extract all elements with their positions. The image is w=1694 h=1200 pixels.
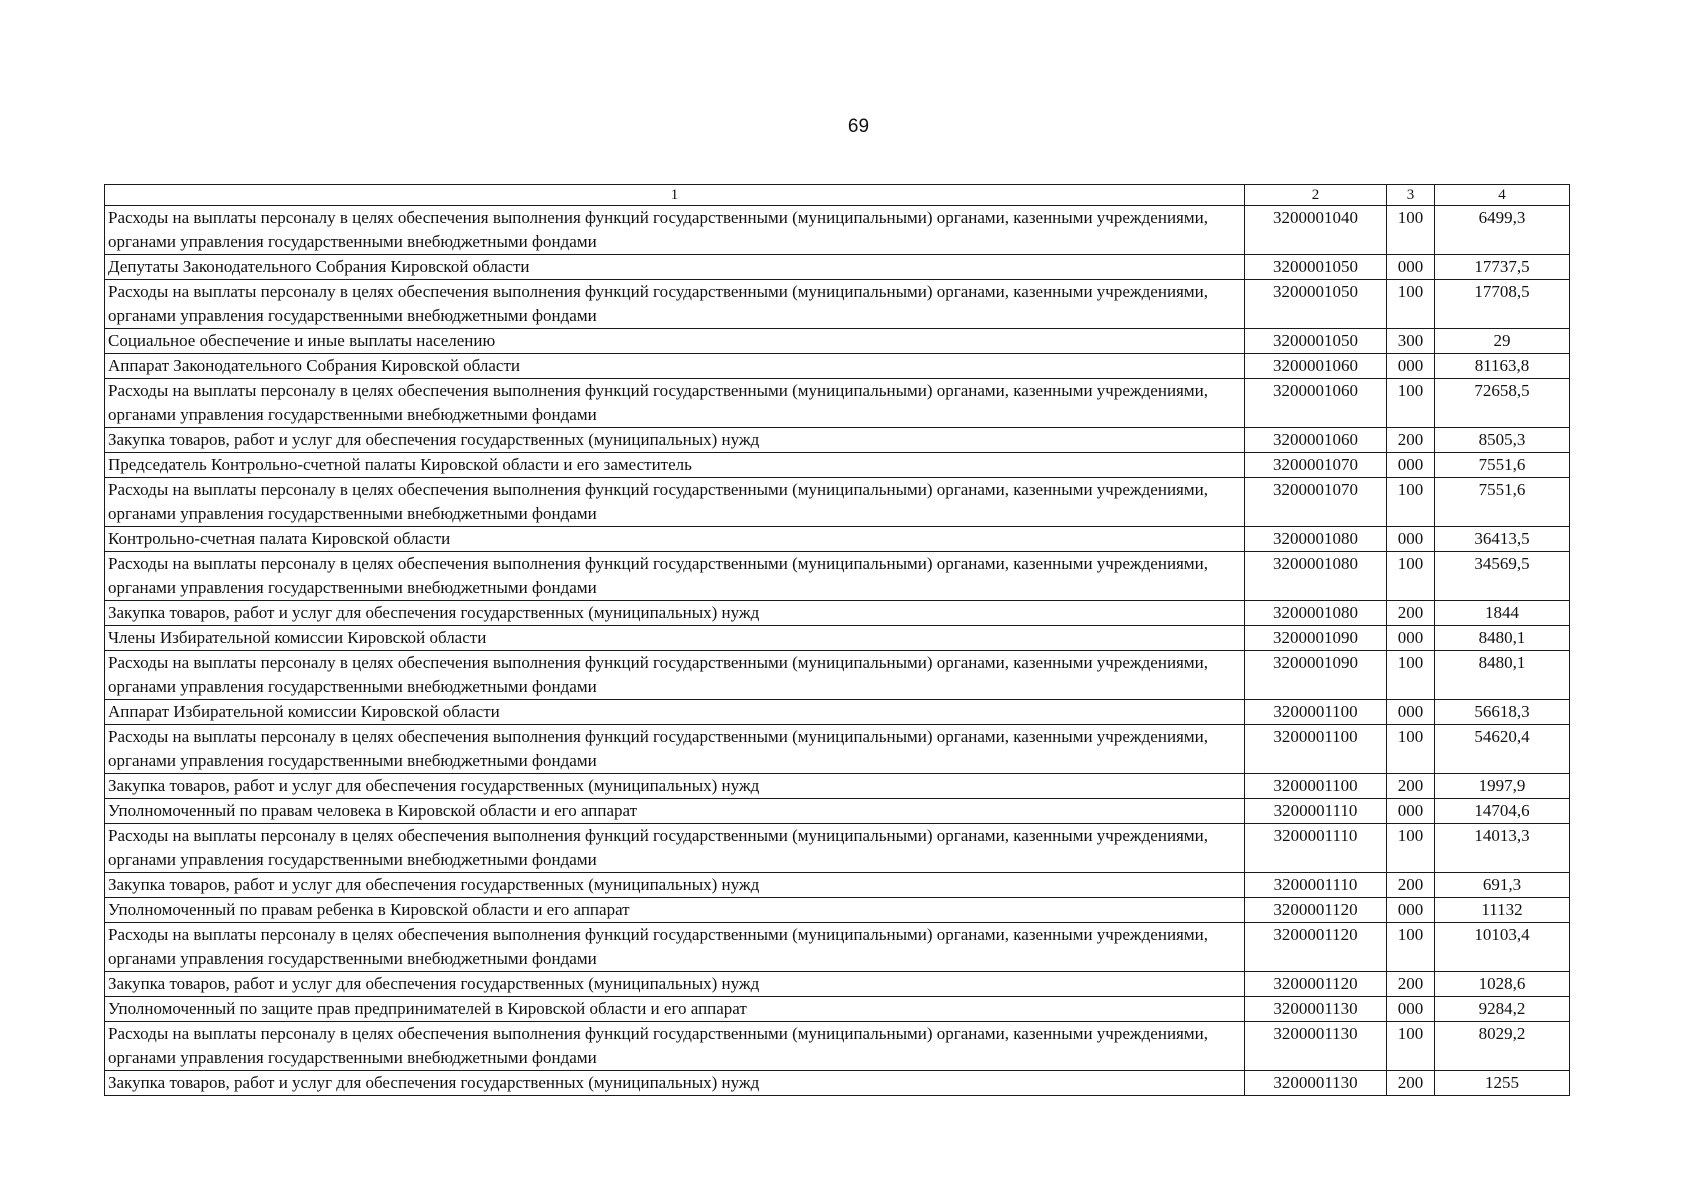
cell-code: 3200001120 (1245, 898, 1387, 923)
cell-sum: 8480,1 (1435, 651, 1570, 700)
cell-code: 3200001070 (1245, 478, 1387, 527)
cell-name: Расходы на выплаты персоналу в целях обеспечения выполнения функций государственными (муниципальными) органами, казенными учреждениями, органами управления государственными внебюджетными фондами (105, 552, 1245, 601)
table-body (105, 206, 1570, 1096)
table-row (105, 651, 1570, 700)
cell-name: Расходы на выплаты персоналу в целях обеспечения выполнения функций государственными (муниципальными) органами, казенными учреждениями, органами управления государственными внебюджетными фондами (105, 824, 1245, 873)
table-header (105, 185, 1570, 206)
cell-code: 3200001100 (1245, 700, 1387, 725)
cell-code: 3200001130 (1245, 1022, 1387, 1071)
cell-kind: 100 (1387, 725, 1435, 774)
cell-kind: 200 (1387, 1071, 1435, 1096)
cell-sum: 29 (1435, 329, 1570, 354)
cell-name: Уполномоченный по правам ребенка в Кировской области и его аппарат (105, 898, 1245, 923)
header-col-3: 3 (1387, 185, 1435, 206)
cell-name: Закупка товаров, работ и услуг для обеспечения государственных (муниципальных) нужд (105, 428, 1245, 453)
cell-sum: 81163,8 (1435, 354, 1570, 379)
cell-name: Расходы на выплаты персоналу в целях обеспечения выполнения функций государственными (муниципальными) органами, казенными учреждениями, органами управления государственными внебюджетными фондами (105, 478, 1245, 527)
header-col-1: 1 (105, 185, 1245, 206)
table-row (105, 552, 1570, 601)
cell-name: Закупка товаров, работ и услуг для обеспечения государственных (муниципальных) нужд (105, 601, 1245, 626)
cell-name: Закупка товаров, работ и услуг для обеспечения государственных (муниципальных) нужд (105, 873, 1245, 898)
cell-sum: 11132 (1435, 898, 1570, 923)
table-row (105, 799, 1570, 824)
cell-sum: 34569,5 (1435, 552, 1570, 601)
table-row (105, 824, 1570, 873)
cell-sum: 14704,6 (1435, 799, 1570, 824)
cell-name: Закупка товаров, работ и услуг для обеспечения государственных (муниципальных) нужд (105, 972, 1245, 997)
cell-kind: 200 (1387, 428, 1435, 453)
cell-kind: 100 (1387, 280, 1435, 329)
cell-kind: 100 (1387, 552, 1435, 601)
table-row (105, 997, 1570, 1022)
page-number: 69 (847, 116, 870, 137)
cell-kind: 200 (1387, 774, 1435, 799)
cell-sum: 1844 (1435, 601, 1570, 626)
cell-kind: 100 (1387, 824, 1435, 873)
cell-name: Социальное обеспечение и иные выплаты населению (105, 329, 1245, 354)
table-row (105, 700, 1570, 725)
cell-kind: 000 (1387, 700, 1435, 725)
cell-code: 3200001090 (1245, 626, 1387, 651)
cell-name: Уполномоченный по защите прав предпринимателей в Кировской области и его аппарат (105, 997, 1245, 1022)
cell-name: Аппарат Законодательного Собрания Кировской области (105, 354, 1245, 379)
cell-code: 3200001110 (1245, 799, 1387, 824)
table-row (105, 774, 1570, 799)
cell-kind: 300 (1387, 329, 1435, 354)
cell-kind: 000 (1387, 997, 1435, 1022)
cell-name: Члены Избирательной комиссии Кировской области (105, 626, 1245, 651)
cell-code: 3200001080 (1245, 601, 1387, 626)
table-row (105, 478, 1570, 527)
table-row (105, 923, 1570, 972)
cell-name: Депутаты Законодательного Собрания Кировской области (105, 255, 1245, 280)
cell-code: 3200001050 (1245, 280, 1387, 329)
cell-kind: 100 (1387, 651, 1435, 700)
cell-name: Расходы на выплаты персоналу в целях обеспечения выполнения функций государственными (муниципальными) органами, казенными учреждениями, органами управления государственными внебюджетными фондами (105, 923, 1245, 972)
cell-sum: 1028,6 (1435, 972, 1570, 997)
header-col-2: 2 (1245, 185, 1387, 206)
table-row (105, 428, 1570, 453)
table-row (105, 725, 1570, 774)
cell-kind: 100 (1387, 379, 1435, 428)
cell-kind: 100 (1387, 1022, 1435, 1071)
cell-sum: 8029,2 (1435, 1022, 1570, 1071)
cell-sum: 9284,2 (1435, 997, 1570, 1022)
cell-name: Уполномоченный по правам человека в Кировской области и его аппарат (105, 799, 1245, 824)
cell-kind: 000 (1387, 799, 1435, 824)
cell-code: 3200001060 (1245, 379, 1387, 428)
cell-kind: 000 (1387, 354, 1435, 379)
cell-sum: 7551,6 (1435, 478, 1570, 527)
cell-name: Контрольно-счетная палата Кировской области (105, 527, 1245, 552)
cell-kind: 100 (1387, 206, 1435, 255)
cell-name: Расходы на выплаты персоналу в целях обеспечения выполнения функций государственными (муниципальными) органами, казенными учреждениями, органами управления государственными внебюджетными фондами (105, 379, 1245, 428)
cell-sum: 10103,4 (1435, 923, 1570, 972)
table-row (105, 601, 1570, 626)
cell-kind: 200 (1387, 601, 1435, 626)
cell-code: 3200001060 (1245, 354, 1387, 379)
cell-sum: 72658,5 (1435, 379, 1570, 428)
table-row (105, 1022, 1570, 1071)
cell-code: 3200001110 (1245, 873, 1387, 898)
cell-name: Закупка товаров, работ и услуг для обеспечения государственных (муниципальных) нужд (105, 1071, 1245, 1096)
cell-code: 3200001080 (1245, 527, 1387, 552)
cell-sum: 17737,5 (1435, 255, 1570, 280)
cell-name: Расходы на выплаты персоналу в целях обеспечения выполнения функций государственными (муниципальными) органами, казенными учреждениями, органами управления государственными внебюджетными фондами (105, 725, 1245, 774)
cell-sum: 691,3 (1435, 873, 1570, 898)
cell-name: Расходы на выплаты персоналу в целях обеспечения выполнения функций государственными (муниципальными) органами, казенными учреждениями, органами управления государственными внебюджетными фондами (105, 280, 1245, 329)
cell-code: 3200001050 (1245, 255, 1387, 280)
cell-code: 3200001120 (1245, 923, 1387, 972)
cell-sum: 8480,1 (1435, 626, 1570, 651)
budget-table (104, 184, 1570, 1096)
table-row (105, 329, 1570, 354)
cell-sum: 6499,3 (1435, 206, 1570, 255)
cell-sum: 36413,5 (1435, 527, 1570, 552)
cell-sum: 1255 (1435, 1071, 1570, 1096)
cell-kind: 000 (1387, 255, 1435, 280)
cell-kind: 200 (1387, 873, 1435, 898)
cell-code: 3200001130 (1245, 997, 1387, 1022)
table-row (105, 354, 1570, 379)
cell-sum: 7551,6 (1435, 453, 1570, 478)
cell-kind: 200 (1387, 972, 1435, 997)
cell-code: 3200001040 (1245, 206, 1387, 255)
cell-code: 3200001050 (1245, 329, 1387, 354)
cell-name: Аппарат Избирательной комиссии Кировской области (105, 700, 1245, 725)
cell-sum: 54620,4 (1435, 725, 1570, 774)
table-row (105, 626, 1570, 651)
cell-code: 3200001070 (1245, 453, 1387, 478)
table-row (105, 453, 1570, 478)
table-row (105, 1071, 1570, 1096)
cell-kind: 000 (1387, 898, 1435, 923)
cell-code: 3200001100 (1245, 774, 1387, 799)
table-row (105, 206, 1570, 255)
cell-kind: 000 (1387, 453, 1435, 478)
cell-code: 3200001080 (1245, 552, 1387, 601)
cell-code: 3200001100 (1245, 725, 1387, 774)
cell-name: Председатель Контрольно-счетной палаты Кировской области и его заместитель (105, 453, 1245, 478)
table-row (105, 280, 1570, 329)
cell-kind: 100 (1387, 478, 1435, 527)
cell-kind: 100 (1387, 923, 1435, 972)
cell-sum: 1997,9 (1435, 774, 1570, 799)
table-row (105, 527, 1570, 552)
cell-kind: 000 (1387, 527, 1435, 552)
cell-kind: 000 (1387, 626, 1435, 651)
cell-sum: 8505,3 (1435, 428, 1570, 453)
cell-name: Закупка товаров, работ и услуг для обеспечения государственных (муниципальных) нужд (105, 774, 1245, 799)
header-col-4: 4 (1435, 185, 1570, 206)
cell-code: 3200001060 (1245, 428, 1387, 453)
cell-code: 3200001130 (1245, 1071, 1387, 1096)
table-row (105, 379, 1570, 428)
cell-name: Расходы на выплаты персоналу в целях обеспечения выполнения функций государственными (муниципальными) органами, казенными учреждениями, органами управления государственными внебюджетными фондами (105, 206, 1245, 255)
table-row (105, 873, 1570, 898)
cell-code: 3200001090 (1245, 651, 1387, 700)
cell-code: 3200001120 (1245, 972, 1387, 997)
cell-name: Расходы на выплаты персоналу в целях обеспечения выполнения функций государственными (муниципальными) органами, казенными учреждениями, органами управления государственными внебюджетными фондами (105, 1022, 1245, 1071)
cell-sum: 56618,3 (1435, 700, 1570, 725)
cell-sum: 17708,5 (1435, 280, 1570, 329)
header-row (105, 185, 1570, 206)
cell-code: 3200001110 (1245, 824, 1387, 873)
table-row (105, 255, 1570, 280)
table-row (105, 972, 1570, 997)
cell-sum: 14013,3 (1435, 824, 1570, 873)
cell-name: Расходы на выплаты персоналу в целях обеспечения выполнения функций государственными (муниципальными) органами, казенными учреждениями, органами управления государственными внебюджетными фондами (105, 651, 1245, 700)
table-row (105, 898, 1570, 923)
